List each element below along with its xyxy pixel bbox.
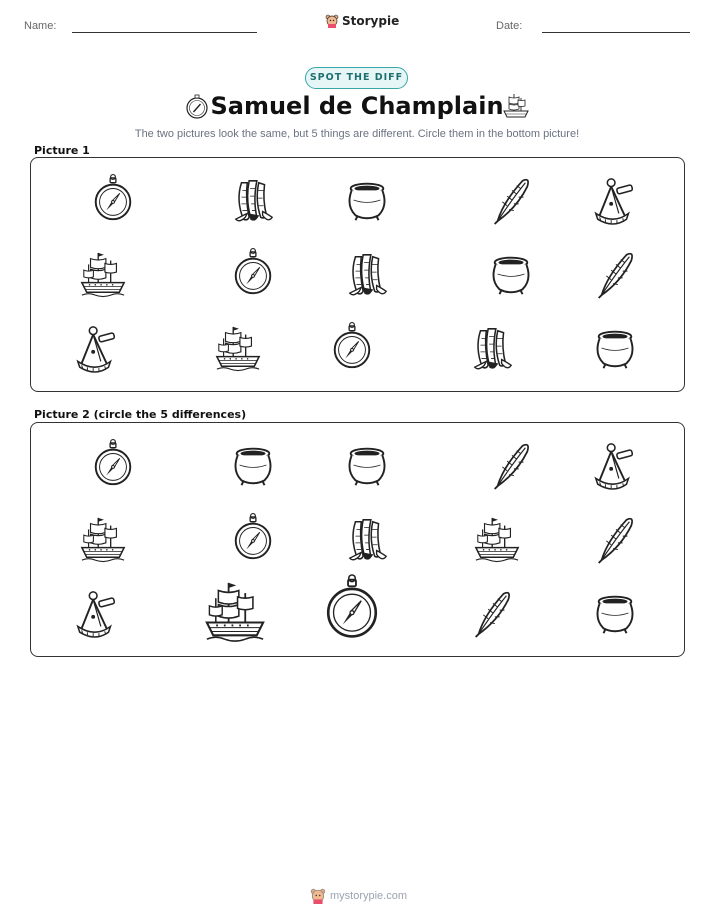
sextant-icon: [73, 324, 121, 372]
picture1-cell-r3c5: [591, 324, 639, 372]
picture2-cell-r3c5[interactable]: [591, 589, 639, 637]
quill-icon: [468, 589, 516, 637]
picture1-cell-r1c3: [343, 176, 391, 224]
compass-icon: [319, 577, 385, 643]
corn-icon: [468, 324, 516, 372]
bear-mascot-icon: [325, 14, 339, 28]
pot-icon: [343, 441, 391, 489]
compass-icon: [229, 250, 277, 298]
picture2-cell-r1c1[interactable]: [89, 441, 137, 489]
spot-the-diff-badge: SPOT THE DIFF: [305, 67, 408, 89]
picture2-cell-r2c4[interactable]: [473, 515, 521, 563]
picture2-cell-r3c2[interactable]: [203, 579, 267, 643]
picture1-cell-r2c4: [487, 250, 535, 298]
picture2-cell-r2c1[interactable]: [79, 515, 127, 563]
pot-icon: [591, 589, 639, 637]
compass-icon: [229, 515, 277, 563]
picture2-cell-r2c2[interactable]: [229, 515, 277, 563]
brand-name: Storypie: [342, 14, 400, 28]
picture2-cell-r2c5[interactable]: [591, 515, 639, 563]
title-ship-icon: [502, 92, 530, 125]
compass-icon: [89, 176, 137, 224]
picture1-cell-r1c5: [591, 176, 639, 224]
ship-icon: [203, 579, 267, 643]
picture2-cell-r3c4[interactable]: [468, 589, 516, 637]
quill-icon: [591, 250, 639, 298]
pot-icon: [343, 176, 391, 224]
picture1-cell-r1c1: [89, 176, 137, 224]
ship-icon: [79, 250, 127, 298]
ship-icon: [473, 515, 521, 563]
picture2-panel[interactable]: [30, 422, 685, 657]
picture1-cell-r2c3: [343, 250, 391, 298]
corn-icon: [229, 176, 277, 224]
corn-icon: [343, 515, 391, 563]
picture1-cell-r1c2: [229, 176, 277, 224]
sextant-icon: [73, 589, 121, 637]
date-label: Date:: [496, 20, 523, 32]
picture2-cell-r1c5[interactable]: [591, 441, 639, 489]
pot-icon: [487, 250, 535, 298]
date-line[interactable]: [542, 32, 690, 33]
picture2-cell-r3c1[interactable]: [73, 589, 121, 637]
picture2-cell-r1c2[interactable]: [229, 441, 277, 489]
picture1-cell-r2c1: [79, 250, 127, 298]
corn-icon: [343, 250, 391, 298]
picture1-cell-r2c5: [591, 250, 639, 298]
brand-logo: [325, 14, 399, 28]
picture1-cell-r1c4: [487, 176, 535, 224]
picture1-cell-r3c4: [468, 324, 516, 372]
picture2-cell-r3c3[interactable]: [319, 577, 385, 643]
quill-icon: [591, 515, 639, 563]
pot-icon: [229, 441, 277, 489]
picture1-panel: [30, 157, 685, 392]
picture1-cell-r3c3: [328, 324, 376, 372]
picture2-cell-r1c3[interactable]: [343, 441, 391, 489]
bear-mascot-icon: [310, 888, 326, 904]
ship-icon: [214, 324, 262, 372]
quill-icon: [487, 176, 535, 224]
picture2-label: Picture 2 (circle the 5 differences): [34, 408, 247, 421]
picture2-cell-r1c4[interactable]: [487, 441, 535, 489]
picture1-label: Picture 1: [34, 144, 90, 157]
sextant-icon: [591, 176, 639, 224]
picture1-cell-r2c2: [229, 250, 277, 298]
sextant-icon: [591, 441, 639, 489]
instructions: The two pictures look the same, but 5 things are different. Circle them in the bottom picture!: [134, 128, 580, 140]
picture1-cell-r3c2: [214, 324, 262, 372]
ship-icon: [79, 515, 127, 563]
compass-icon: [89, 441, 137, 489]
footer: [310, 888, 407, 904]
picture2-cell-r2c3[interactable]: [343, 515, 391, 563]
footer-site: mystorypie.com: [330, 890, 408, 902]
quill-icon: [487, 441, 535, 489]
name-line[interactable]: [72, 32, 257, 33]
name-label: Name:: [24, 20, 57, 32]
page-title: Samuel de Champlain: [210, 92, 504, 120]
picture1-cell-r3c1: [73, 324, 121, 372]
pot-icon: [591, 324, 639, 372]
compass-icon: [328, 324, 376, 372]
